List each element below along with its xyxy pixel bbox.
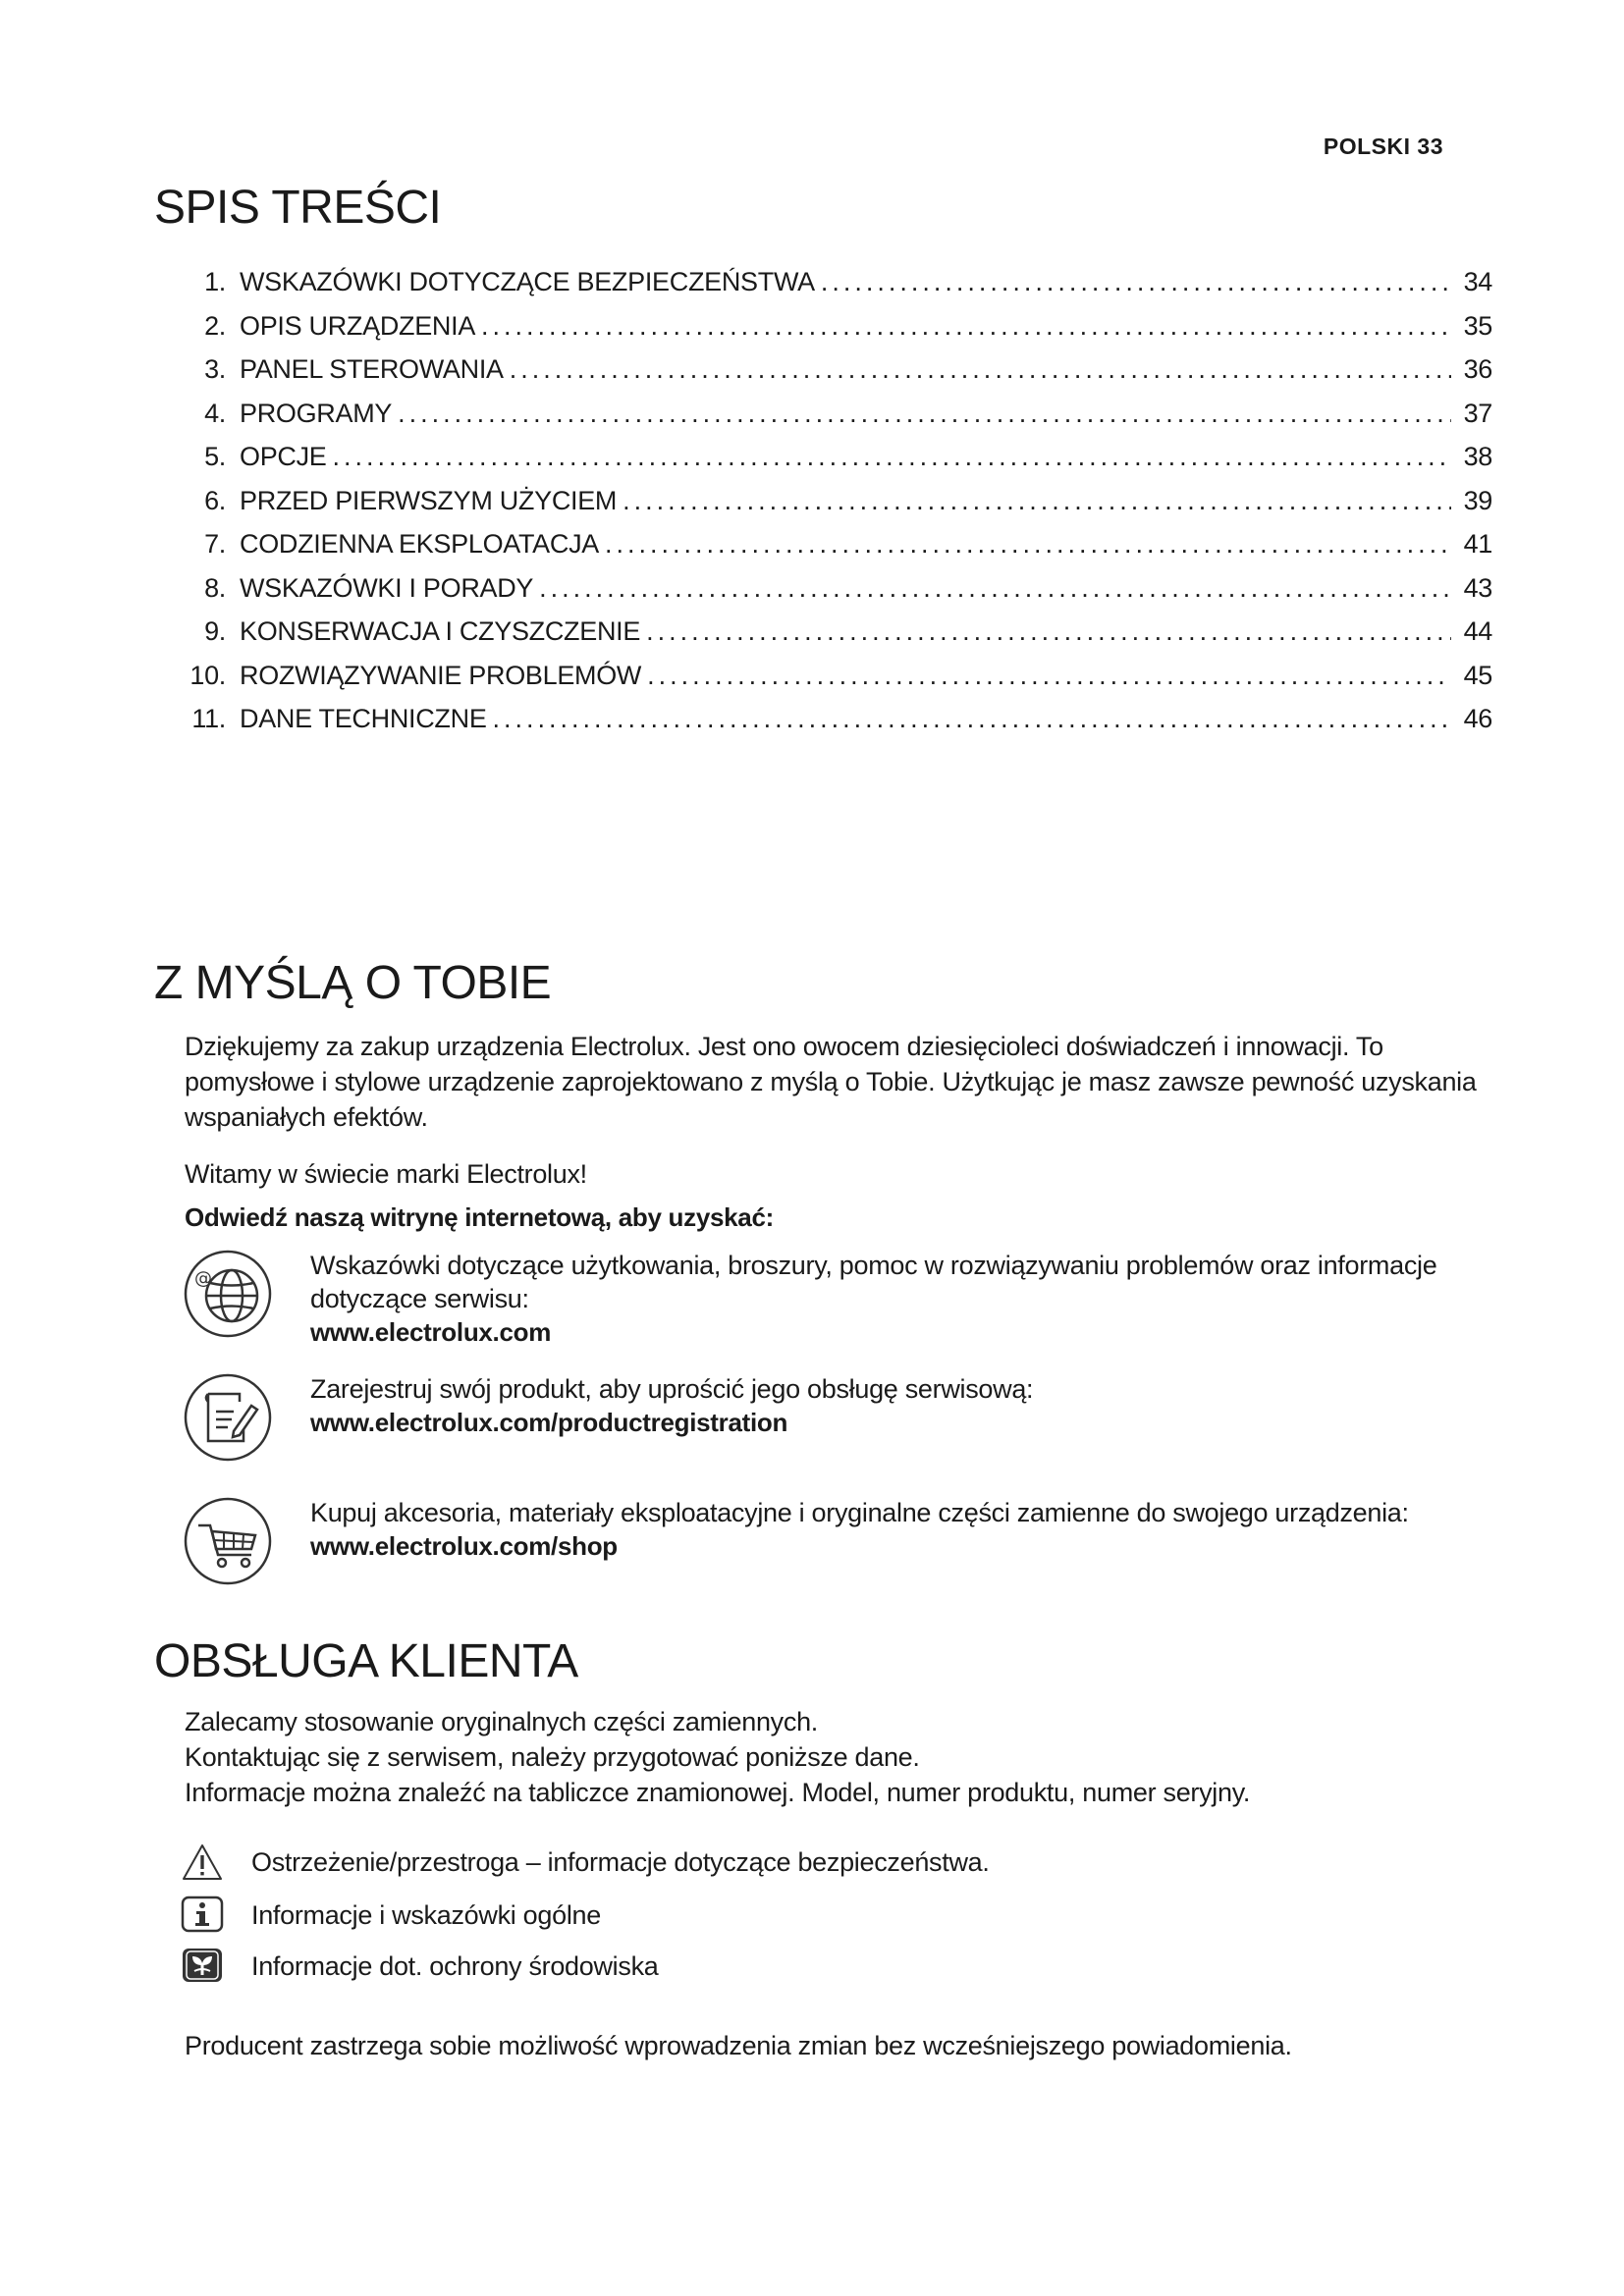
toc-entry-number: 11. xyxy=(191,704,226,733)
legend-info xyxy=(181,1895,1457,1938)
toc-leader-dots xyxy=(493,704,1451,734)
toc-entry-title: PANEL STEROWANIA xyxy=(240,354,504,384)
about-heading: Z MYŚLĄ O TOBIE xyxy=(154,957,552,1009)
toc-entry-title: WSKAZÓWKI DOTYCZĄCE BEZPIECZEŃSTWA xyxy=(240,267,815,296)
website-support-description: Wskazówki dotyczące użytkowania, broszury, pomoc w rozwiązywaniu problemów oraz informacje dotyczące serwisu: xyxy=(310,1251,1437,1313)
legend-info-text: Informacje i wskazówki ogólne xyxy=(251,1900,601,1930)
toc-entry-number: 5. xyxy=(204,442,226,471)
toc-entry-page: 43 xyxy=(1463,572,1492,603)
toc-entry-title: DANE TECHNICZNE xyxy=(240,704,487,733)
disclaimer-text: Producent zastrzega sobie możliwość wprowadzenia zmian bez wcześniejszego powiadomienia. xyxy=(185,2031,1292,2060)
toc-entry-number: 9. xyxy=(204,616,226,646)
toc-leader-dots xyxy=(646,616,1451,647)
toc-entry-number: 8. xyxy=(204,572,226,603)
shop-link[interactable]: www.electrolux.com/shop xyxy=(310,1531,618,1561)
toc-entry-title: ROZWIĄZYWANIE PROBLEMÓW xyxy=(240,660,642,690)
environment-icon xyxy=(181,1946,224,1987)
welcome-text: Witamy w świecie marki Electrolux! xyxy=(185,1159,587,1189)
legend-environment-text: Informacje dot. ochrony środowiska xyxy=(251,1951,659,1981)
toc-entry-number: 3. xyxy=(204,354,226,384)
toc-entry-page: 35 xyxy=(1463,310,1492,341)
toc-leader-dots xyxy=(605,529,1451,560)
toc-entry-page: 44 xyxy=(1463,616,1492,646)
toc-leader-dots xyxy=(510,354,1451,385)
globe-icon xyxy=(183,1249,273,1339)
toc-entry-page: 36 xyxy=(1463,354,1492,384)
toc-leader-dots xyxy=(647,661,1451,691)
svg-text:@: @ xyxy=(194,1268,212,1289)
toc-entry-title: CODZIENNA EKSPLOATACJA xyxy=(240,529,599,559)
toc-entry-number: 4. xyxy=(204,398,226,428)
toc-entry[interactable] xyxy=(187,267,1492,311)
info-icon xyxy=(181,1895,224,1936)
toc-entry-number: 7. xyxy=(204,529,226,559)
toc-leader-dots xyxy=(333,442,1451,472)
product-registration-description: Zarejestruj swój produkt, aby uprościć jego obsługę serwisową: xyxy=(310,1374,1034,1404)
toc-entry-title: PROGRAMY xyxy=(240,398,393,428)
toc-entry-page: 39 xyxy=(1463,485,1492,515)
shop-description: Kupuj akcesoria, materiały eksploatacyjne i oryginalne części zamienne do swojego urządzenia: xyxy=(310,1498,1409,1527)
service-line: Informacje można znaleźć na tabliczce znamionowej. Model, numer produktu, numer seryjny. xyxy=(185,1778,1251,1807)
toc-entry-number: 6. xyxy=(204,485,226,515)
product-registration-link[interactable]: www.electrolux.com/productregistration xyxy=(310,1408,788,1437)
toc-entry-page: 46 xyxy=(1463,704,1492,733)
shop-item xyxy=(183,1496,1518,1594)
toc-entry[interactable] xyxy=(187,399,1492,443)
toc-entry-page: 34 xyxy=(1463,267,1492,296)
toc-heading: SPIS TREŚCI xyxy=(154,182,442,234)
register-icon xyxy=(183,1372,273,1463)
legend-warning-text: Ostrzeżenie/przestroga – informacje dotyczące bezpieczeństwa. xyxy=(251,1847,990,1877)
toc-entry-number: 1. xyxy=(204,267,226,296)
toc-leader-dots xyxy=(539,573,1451,604)
service-line: Kontaktując się z serwisem, należy przygotować poniższe dane. xyxy=(185,1742,920,1772)
website-support-item xyxy=(183,1249,1518,1347)
toc-entry[interactable] xyxy=(187,354,1492,399)
toc-leader-dots xyxy=(821,267,1451,297)
toc-entry-title: KONSERWACJA I CZYSZCZENIE xyxy=(240,616,641,646)
warning-icon xyxy=(181,1842,224,1883)
toc-entry-page: 37 xyxy=(1463,398,1492,428)
toc-leader-dots xyxy=(623,486,1451,516)
electrolux-website-link[interactable]: www.electrolux.com xyxy=(310,1317,552,1347)
toc-entry-page: 45 xyxy=(1463,660,1492,690)
toc-entry-title: OPCJE xyxy=(240,442,327,471)
legend-environment xyxy=(181,1946,1457,1989)
shopping-cart-icon xyxy=(183,1496,273,1586)
legend-warning xyxy=(181,1842,1457,1885)
toc-entry[interactable] xyxy=(187,616,1492,661)
toc-entry-page: 41 xyxy=(1463,529,1492,559)
customer-service-text xyxy=(185,1704,1500,1810)
toc-leader-dots xyxy=(398,399,1451,429)
toc-leader-dots xyxy=(481,311,1451,342)
toc-entry[interactable] xyxy=(187,661,1492,705)
toc-entry[interactable] xyxy=(187,529,1492,573)
toc-entry-title: WSKAZÓWKI I PORADY xyxy=(240,572,534,603)
toc-entry-title: PRZED PIERWSZYM UŻYCIEM xyxy=(240,485,618,515)
toc-entry-number: 2. xyxy=(204,310,226,341)
toc-entry[interactable] xyxy=(187,311,1492,355)
service-line: Zalecamy stosowanie oryginalnych części zamiennych. xyxy=(185,1707,818,1736)
toc-entry[interactable] xyxy=(187,704,1492,748)
toc-entry[interactable] xyxy=(187,486,1492,530)
toc-entry-title: OPIS URZĄDZENIA xyxy=(240,310,476,341)
toc-entry[interactable] xyxy=(187,442,1492,486)
toc-entry-number: 10. xyxy=(189,660,226,690)
visit-website-text: Odwiedź naszą witrynę internetową, aby uzyskać: xyxy=(185,1202,774,1232)
toc-entry-page: 38 xyxy=(1463,442,1492,471)
table-of-contents xyxy=(187,267,1492,748)
product-registration-item xyxy=(183,1372,1518,1470)
page-label: POLSKI 33 xyxy=(1323,133,1443,159)
thanks-paragraph: Dziękujemy za zakup urządzenia Electrolux. Jest ono owocem dziesięcioleci doświadczeń i innowacji. To pomysłowe i stylowe urządzenie zaprojektowano z myślą o Tobie. Użytkując je masz zawsze pewność uzyskania wspaniałych efektów. xyxy=(185,1032,1477,1132)
customer-service-heading: OBSŁUGA KLIENTA xyxy=(154,1635,578,1687)
toc-entry[interactable] xyxy=(187,573,1492,617)
